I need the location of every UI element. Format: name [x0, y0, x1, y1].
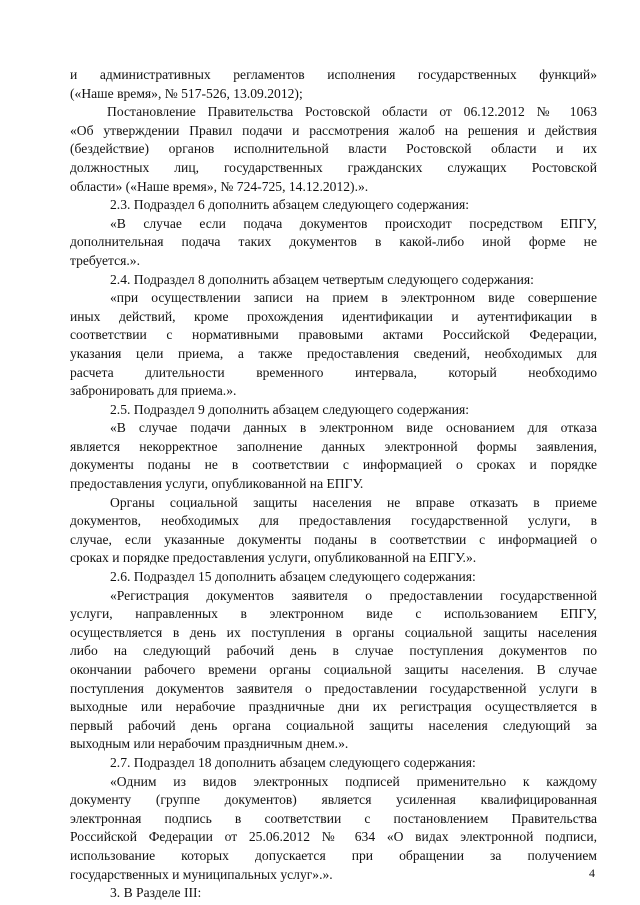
text-line: «В случае если подача документов происходит посредством ЕПГУ,	[110, 215, 597, 231]
text-line: «Об утверждении Правил подачи и рассмотрения жалоб на решения и действия	[70, 122, 597, 138]
text-line: предоставления услуги, опубликованной на ЕПГУ.	[70, 476, 364, 492]
text-line: случае, если указанные документы поданы в соответствии с информацией о	[70, 531, 597, 547]
text-line: «при осуществлении записи на прием в электронном виде совершение	[110, 290, 597, 306]
text-line: Российской Федерации от 25.06.2012 № 634 «О видах электронной подписи,	[70, 829, 597, 845]
text-line: документов, необходимых для предоставления государственной услуги, в	[70, 513, 597, 529]
document-body	[70, 66, 597, 903]
text-line: является некорректное заполнение данных электронной формы заявления,	[70, 438, 597, 454]
text-line: либо на следующий рабочий день в случае поступления документов по	[70, 643, 597, 659]
text-line: «Одним из видов электронных подписей применительно к каждому	[110, 773, 597, 789]
text-line: иных действий, кроме прохождения идентификации и аутентификации в	[70, 308, 597, 324]
text-line: 2.4. Подраздел 8 дополнить абзацем четвертым следующего содержания:	[110, 271, 534, 287]
text-line: 2.7. Подраздел 18 дополнить абзацем следующего содержания:	[110, 754, 476, 770]
text-line: выходным или нерабочим праздничным днем.».	[70, 736, 349, 752]
text-line: и административных регламентов исполнения государственных функций»	[70, 67, 597, 82]
text-line: Органы социальной защиты населения не вправе отказать в приеме	[110, 494, 597, 510]
text-line: 3. В Разделе III:	[110, 885, 202, 901]
text-line: расчета длительности временного интервала, который необходимо	[70, 364, 597, 380]
text-line: 2.6. Подраздел 15 дополнить абзацем следующего содержания:	[110, 569, 476, 585]
text-line: «Регистрация документов заявителя о предоставлении государственной	[110, 587, 597, 603]
text-line: дополнительная подача таких документов в какой-либо иной форме не	[70, 234, 597, 250]
text-line: первый рабочий день органа социальной защиты населения следующий за	[70, 717, 597, 733]
text-line: «В случае подачи данных в электронном виде основанием для отказа	[110, 420, 597, 436]
text-line: услуги, направленных в электронном виде с использованием ЕПГУ,	[70, 606, 597, 622]
text-line: должностных лиц, государственных гражданских служащих Ростовской	[70, 159, 597, 175]
text-line: Постановление Правительства Ростовской области от 06.12.2012 № 1063	[107, 104, 597, 120]
text-line: выходные или нерабочие праздничные дни их регистрация осуществляется в	[70, 699, 597, 715]
text-line: использование которых допускается при обращении за получением	[70, 847, 597, 863]
text-line: соответствии с нормативными правовыми актами Российской Федерации,	[70, 327, 597, 343]
text-line: осуществляется в день их поступления в органы социальной защиты населения	[70, 624, 597, 640]
text-line: требуется.».	[70, 252, 140, 268]
text-line: электронная подпись в соответствии с постановлением Правительства	[70, 810, 597, 826]
text-line: документу (группе документов) является усиленная квалифицированная	[70, 792, 597, 808]
text-line: документы поданы не в соответствии с информацией о сроках и порядке	[70, 457, 597, 473]
text-line: указания цели приема, а также предоставления сведений, необходимых для	[70, 345, 597, 361]
text-line: (бездействие) органов исполнительной власти Ростовской области и их	[70, 141, 597, 157]
text-line: сроках и порядке предоставления услуги, опубликованной на ЕПГУ.».	[70, 550, 477, 566]
text-line: окончании рабочего времени органы социальной защиты населения. В случае	[70, 662, 597, 677]
text-line: («Наше время», № 517-526, 13.09.2012);	[70, 85, 303, 101]
text-line: забронировать для приема.».	[70, 383, 237, 399]
text-line: 2.5. Подраздел 9 дополнить абзацем следующего содержания:	[110, 401, 470, 417]
text-line: поступления документов заявителя о предоставлении государственной услуги в	[70, 680, 597, 696]
text-line: 2.3. Подраздел 6 дополнить абзацем следующего содержания:	[110, 197, 470, 213]
page-number: 4	[589, 866, 595, 880]
text-line: государственных и муниципальных услуг».».	[70, 866, 333, 882]
text-line: области» («Наше время», № 724-725, 14.12.2012).».	[70, 178, 369, 194]
